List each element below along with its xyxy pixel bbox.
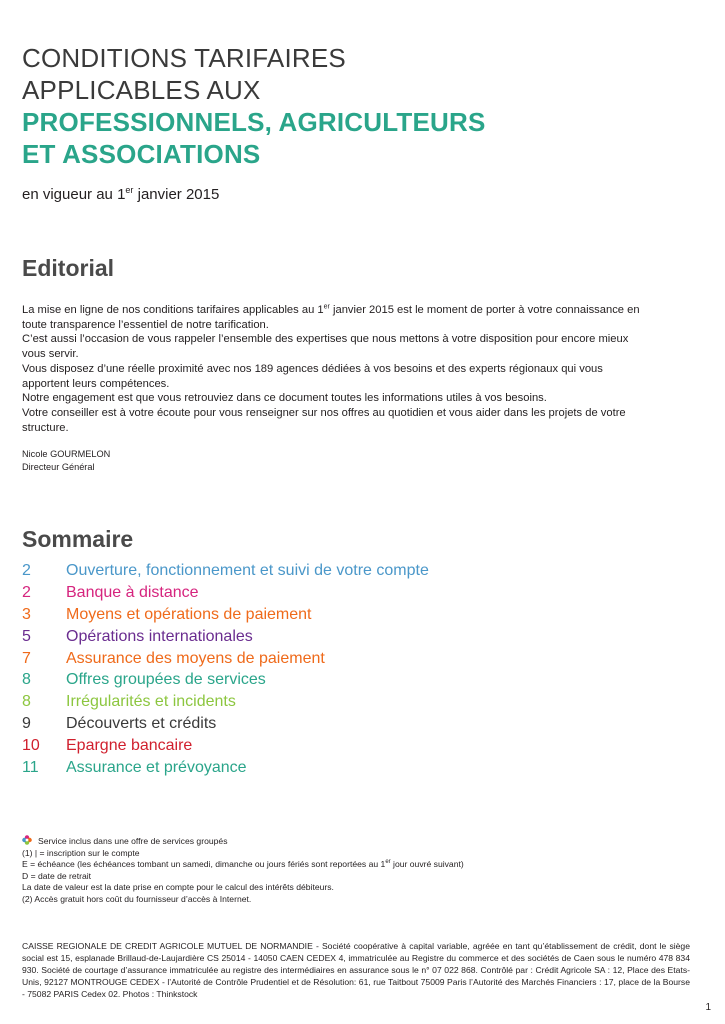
footnote-2: (2) Accès gratuit hors coût du fournisseur d’accès à Internet. (22, 893, 252, 904)
sommaire-page-number: 2 (22, 583, 31, 601)
title-line-1: CONDITIONS TARIFAIRES (22, 43, 346, 73)
editorial-paragraph: Vous disposez d’une réelle proximité avec nos 189 agences dédiées à vos besoins et des experts régionaux qui vous apportent leurs compétences. (22, 362, 603, 390)
editorial-paragraph: C’est aussi l’occasion de vous rappeler l’ensemble des expertises que nous mettons à votre disposition pour encore mieux vous servir. (22, 333, 629, 361)
footnote-1: (1) | = inscription sur le compte (22, 847, 140, 858)
sommaire-item[interactable] (22, 759, 662, 781)
sommaire-page-number: 9 (22, 715, 31, 733)
sommaire-page-number: 7 (22, 649, 31, 667)
sommaire-page-number: 11 (22, 759, 39, 777)
sommaire-label: Assurance et prévoyance (66, 759, 247, 777)
sommaire-page-number: 5 (22, 627, 31, 645)
signature-name: Nicole GOURMELON (22, 449, 111, 459)
editorial-heading: Editorial (22, 255, 115, 281)
editorial-paragraph: Votre conseiller est à votre écoute pour vous renseigner sur nos offres au quotidien et vous aider dans les projets de votre structure. (22, 406, 626, 434)
document-title (22, 42, 486, 170)
table-of-contents (22, 562, 662, 781)
footnote-retrait: D = date de retrait (22, 870, 92, 881)
sommaire-heading: Sommaire (22, 526, 134, 552)
sommaire-item[interactable] (22, 737, 662, 759)
footnote-date-valeur: La date de valeur est la date prise en compte pour le calcul des intérêts débiteurs. (22, 882, 334, 893)
sommaire-label: Opérations internationales (66, 627, 253, 645)
title-line-3: PROFESSIONNELS, AGRICULTEURS (22, 107, 486, 137)
sommaire-page-number: 8 (22, 671, 31, 689)
editorial-text (22, 303, 652, 435)
footnote-echeance: E = échéance (les échéances tombant un samedi, dimanche ou jours fériés sont reportées au 1er jour ouvré suivant) (22, 859, 464, 870)
sommaire-page-number: 3 (22, 605, 31, 623)
flower-icon (22, 835, 32, 845)
sommaire-item[interactable] (22, 650, 662, 672)
sommaire-label: Offres groupées de services (66, 671, 266, 689)
editorial-paragraph: Notre engagement est que vous retrouviez dans ce document toutes les informations utiles à vos besoins. (22, 392, 547, 405)
editorial-paragraph: La mise en ligne de nos conditions tarifaires applicables au 1er janvier 2015 est le moment de porter à votre connaissance en toute transparence l’essentiel de notre tarification. (22, 303, 640, 331)
sommaire-label: Découverts et crédits (66, 715, 217, 733)
legal-footer: CAISSE REGIONALE DE CREDIT AGRICOLE MUTUEL DE NORMANDIE - Société coopérative à capital variable, agréée en tant qu’établissement de crédit, dont le siège social est 15, esplanade Brillaud-de-Laujardière CS 25014 - 14050 CAEN CEDEX 4, immatriculée au Registre du commerce et des sociétés de Caen sous le numéro 478 834 930. Société de courtage d’assurance immatriculée au registre des intermédiaires en assurance sous le n° 07 022 868. Contrôlé par : Crédit Agricole SA : 12, Place des Etats-Unis, 92127 MONTROUGE CEDEX - l’Autorité de Contrôle Prudentiel et de Résolution: 61, rue Taitbout 75009 Paris l’Autorité des Marchés Financiers : 17, place de la Bourse - 75082 PARIS Cedex 02. Photos : Thinkstock (22, 941, 690, 1000)
sommaire-label: Banque à distance (66, 583, 199, 601)
signature (22, 448, 110, 474)
sommaire-item[interactable] (22, 606, 662, 628)
sommaire-label: Ouverture, fonctionnement et suivi de votre compte (66, 562, 429, 579)
title-line-2: APPLICABLES AUX (22, 75, 261, 105)
sommaire-item[interactable] (22, 715, 662, 737)
sommaire-item[interactable] (22, 671, 662, 693)
signature-title: Directeur Général (22, 462, 95, 472)
sommaire-label: Epargne bancaire (66, 737, 193, 755)
footnotes (22, 835, 464, 906)
title-line-4: ET ASSOCIATIONS (22, 139, 261, 169)
sommaire-page-number: 8 (22, 693, 31, 711)
sommaire-item[interactable] (22, 562, 662, 584)
sommaire-page-number: 2 (22, 562, 31, 579)
sommaire-page-number: 10 (22, 737, 40, 755)
validity-subtitle: en vigueur au 1er janvier 2015 (22, 185, 220, 203)
sommaire-label: Assurance des moyens de paiement (66, 649, 325, 667)
sommaire-label: Irrégularités et incidents (66, 693, 236, 711)
sommaire-label: Moyens et opérations de paiement (66, 605, 312, 623)
sommaire-item[interactable] (22, 628, 662, 650)
page-number: 1 (705, 1002, 711, 1013)
service-note: Service inclus dans une offre de services groupés (22, 835, 464, 848)
sommaire-item[interactable] (22, 584, 662, 606)
sommaire-item[interactable] (22, 693, 662, 715)
